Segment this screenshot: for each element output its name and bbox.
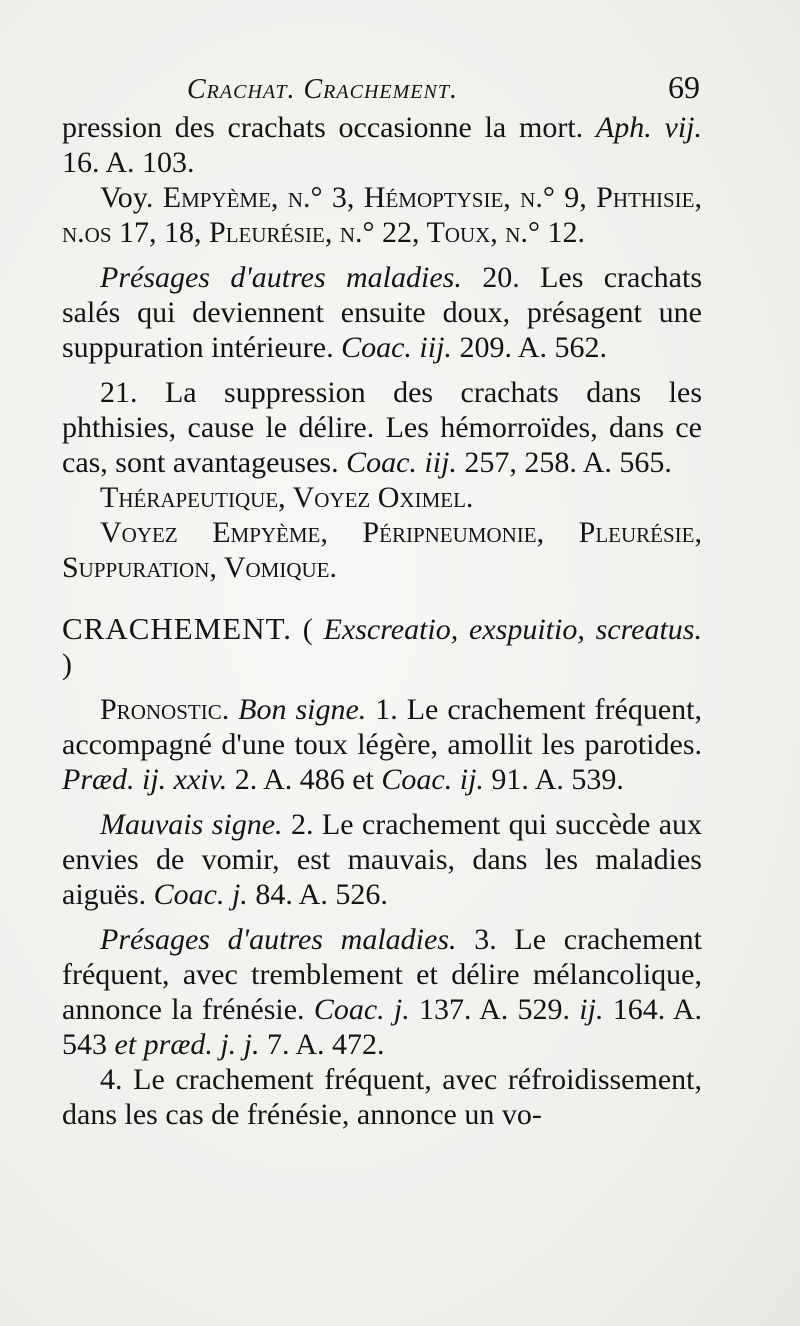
paragraph-8 xyxy=(62,807,702,912)
reference: ij. xyxy=(579,993,604,1026)
paragraph-9 xyxy=(62,922,702,1062)
reference: Coac. iij. xyxy=(341,331,452,364)
reference: Præd. ij. xxiv. xyxy=(62,763,228,796)
reference: Aph. vij. xyxy=(595,111,702,144)
section-label: Mauvais signe. xyxy=(100,808,283,841)
reference-tail: 209. A. 562. xyxy=(451,331,607,364)
paragraph-text: pression des crachats occasionne la mort. xyxy=(62,111,596,144)
paragraph-6 xyxy=(62,515,702,585)
section-label: Présages d'autres maladies. xyxy=(100,261,462,294)
reference: Coac. ij. xyxy=(381,763,484,796)
reference-tail: 84. A. 526. xyxy=(247,878,388,911)
reference-mid: 137. A. 529. xyxy=(409,993,580,1026)
paren-close: ) xyxy=(62,648,72,681)
paragraph-2 xyxy=(62,180,702,250)
paragraph-1 xyxy=(62,110,702,180)
section-label: Pronostic. xyxy=(100,693,230,726)
reference-tail: 16. A. 103. xyxy=(62,146,195,179)
paragraph-text: 20. Les crachats salés qui deviennent ensuite doux, présagent une suppuration intérieure. xyxy=(62,261,703,364)
paragraph-text: 3. Le crachement fréquent, avec tremblement et délire mélancolique, annonce la frénésie. xyxy=(62,923,702,1026)
paragraph-5 xyxy=(62,480,702,515)
therapeutique-line: Thérapeutique, Voyez Oximel. xyxy=(100,481,474,514)
paragraph-7 xyxy=(62,692,702,797)
paragraph-text: 4. Le crachement fréquent, avec réfroidissement, dans les cas de frénésie, annonce un vo- xyxy=(62,1063,702,1131)
reference: Coac. j. xyxy=(313,993,410,1026)
page-number: 69 xyxy=(668,69,700,105)
latin-synonyms: Exscreatio, exspuitio, screatus. xyxy=(323,613,702,646)
entry-title: CRACHEMENT. xyxy=(62,611,293,646)
sub-label: Bon signe. xyxy=(229,693,367,726)
section-label: Présages d'autres maladies. xyxy=(100,923,457,956)
reference-mid: 2. A. 486 et xyxy=(227,763,382,796)
reference-tail: 7. A. 472. xyxy=(259,1028,385,1061)
reference: et præd. j. j. xyxy=(114,1028,260,1061)
entry-heading xyxy=(62,611,702,682)
reference-tail: 91. A. 539. xyxy=(483,763,624,796)
cross-references: Empyème, n.° 3, Hémoptysie, n.° 9, Phthisie, n.os 17, 18, Pleurésie, n.° 22, Toux, n.° 12. xyxy=(62,181,702,249)
paragraph-text: 21. La suppression des crachats dans les phthisies, cause le délire. Les hémorroïdes, dans ce cas, sont avantageuses. xyxy=(62,376,702,479)
paragraph-text: 1. Le crachement fréquent, accompagné d'une toux légère, amollit les parotides. xyxy=(62,693,702,761)
paren-open: ( xyxy=(292,613,324,646)
paragraph-10 xyxy=(62,1062,702,1132)
reference: Coac. j. xyxy=(153,878,248,911)
paragraph-3 xyxy=(62,260,702,365)
voyez-line: Voyez Empyème, Péripneumonie, Pleurésie, Suppuration, Vomique. xyxy=(62,516,702,584)
paragraph-prefix: Voy. xyxy=(100,181,163,214)
reference: Coac. iij. xyxy=(346,446,457,479)
paragraph-4 xyxy=(62,375,702,480)
text-block xyxy=(62,70,702,1132)
reference-mid: 164. A. 543 xyxy=(62,993,702,1061)
running-title: Crachat. Crachement. xyxy=(187,74,458,105)
reference-tail: 257, 258. A. 565. xyxy=(456,446,672,479)
page-header xyxy=(62,70,702,110)
paragraph-text: 2. Le crachement qui succède aux envies de vomir, est mauvais, dans les maladies aiguës. xyxy=(62,808,703,911)
